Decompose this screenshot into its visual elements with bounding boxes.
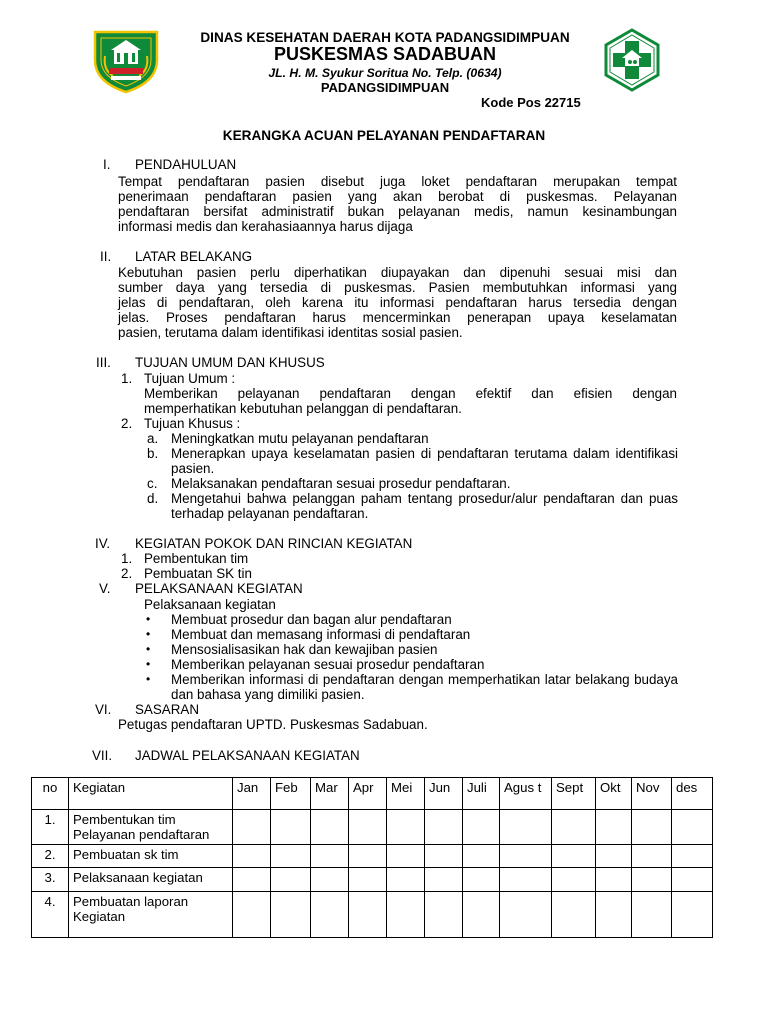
- section-title: PELAKSANAAN KEGIATAN: [135, 581, 303, 596]
- row-number: 3.: [32, 868, 69, 892]
- section-3-heading: [96, 355, 325, 370]
- section-4-heading: [95, 536, 412, 551]
- section-7-heading: [92, 748, 360, 763]
- column-header: Sept: [552, 778, 596, 810]
- row-kegiatan: Pelaksanaan kegiatan: [69, 868, 233, 892]
- paragraph-line: pasien, terutama dalam identifikasi identitas sosial pasien.: [118, 325, 463, 340]
- pelaksanaan-item: Memberikan pelayanan sesuai prosedur pendaftaran: [171, 657, 485, 672]
- paragraph-line: memperhatikan kebutuhan pelanggan di pendaftaran.: [144, 401, 462, 416]
- column-header: Juli: [463, 778, 500, 810]
- paragraph-line: Tempat pendaftaran pasien disebut juga loket pendaftaran merupakan tempat: [118, 174, 677, 189]
- row-kegiatan: Pembuatan laporan Kegiatan: [69, 892, 233, 938]
- kota-padangsidimpuan-emblem: [91, 26, 161, 94]
- pelaksanaan-item: Membuat dan memasang informasi di pendaftaran: [171, 627, 471, 642]
- list-letter: a.: [147, 431, 159, 446]
- column-header: Feb: [271, 778, 311, 810]
- pelaksanaan-item: Membuat prosedur dan bagan alur pendaftaran: [171, 612, 452, 627]
- table-row: [32, 892, 713, 938]
- table-row: [32, 845, 713, 868]
- list-number: 1.: [121, 551, 133, 566]
- section-title: KEGIATAN POKOK DAN RINCIAN KEGIATAN: [135, 536, 413, 551]
- section-number: II.: [100, 249, 112, 264]
- column-header: Apr: [349, 778, 387, 810]
- column-header: Mar: [311, 778, 349, 810]
- pelaksanaan-item: Memberikan informasi di pendaftaran dengan memperhatikan latar belakang budaya dan bahasa yang dimiliki pasien.: [171, 672, 678, 703]
- bullet-icon: •: [146, 627, 151, 641]
- section-number: V.: [99, 581, 111, 596]
- section-title: SASARAN: [135, 702, 199, 717]
- column-header: Kegiatan: [69, 778, 233, 810]
- section-1-heading: [103, 157, 236, 172]
- sasaran-text: Petugas pendaftaran UPTD. Puskesmas Sadabuan.: [118, 717, 428, 732]
- bullet-icon: •: [146, 642, 151, 656]
- paragraph-line: Memberikan pelayanan pendaftaran dengan efektif dan efisien dengan: [144, 386, 677, 401]
- section-title: LATAR BELAKANG: [135, 249, 253, 264]
- section-6-heading: [95, 702, 199, 717]
- paragraph-line: jelas. Proses pendaftaran harus mencerminkan penerapan upaya keselamatan: [118, 310, 677, 325]
- paragraph-line: informasi medis dan kerahasiaannya harus dijaga: [118, 219, 413, 234]
- tujuan-umum-label: Tujuan Umum :: [144, 371, 236, 386]
- kop-kode-pos: Kode Pos 22715: [481, 95, 581, 110]
- tujuan-khusus-item: Mengetahui bahwa pelanggan paham tentang prosedur/alur pendaftaran dan puas terhadap pelayanan pendaftaran.: [171, 491, 678, 522]
- paragraph-line: pendaftaran bersifat administratif bukan pelayanan medis, namun kesinambungan: [118, 204, 677, 219]
- table-row: [32, 868, 713, 892]
- column-header: no: [32, 778, 69, 810]
- kegiatan-item: Pembentukan tim: [144, 551, 249, 566]
- list-letter: c.: [147, 476, 158, 491]
- column-header: des: [672, 778, 713, 810]
- column-header: Okt: [596, 778, 632, 810]
- section-number: VII.: [92, 748, 113, 763]
- row-number: 1.: [32, 810, 69, 845]
- section-number: IV.: [95, 536, 111, 551]
- puskesmas-cross-logo-icon: [600, 28, 664, 92]
- column-header: Nov: [632, 778, 672, 810]
- kop-puskesmas: PUSKESMAS SADABUAN: [273, 44, 497, 64]
- list-number: 1.: [121, 371, 133, 386]
- column-header: Jun: [425, 778, 463, 810]
- document-title: KERANGKA ACUAN PELAYANAN PENDAFTARAN: [222, 128, 546, 143]
- kop-dinas: DINAS KESEHATAN DAERAH KOTA PADANGSIDIMPUAN: [200, 30, 570, 45]
- paragraph-line: Kebutuhan pasien perlu diperhatikan diupayakan dan dipenuhi sesuai misi dan: [118, 265, 677, 280]
- table-row: [32, 810, 713, 845]
- bullet-icon: •: [146, 657, 151, 671]
- section-5-heading: [99, 581, 303, 596]
- section-title: PENDAHULUAN: [135, 157, 237, 172]
- list-letter: d.: [147, 491, 159, 506]
- section-title: JADWAL PELAKSANAAN KEGIATAN: [135, 748, 360, 763]
- section-2-heading: [100, 249, 252, 264]
- section-number: VI.: [95, 702, 112, 717]
- column-header: Agus t: [500, 778, 552, 810]
- kop-alamat: JL. H. M. Syukur Soritua No. Telp. (0634): [268, 66, 502, 80]
- schedule-table: [31, 777, 713, 938]
- paragraph-line: jelas di pendaftaran, oleh karena itu informasi pendaftaran harus tersedia dengan: [118, 295, 677, 310]
- pelaksanaan-item: Mensosialisasikan hak dan kewajiban pasien: [171, 642, 438, 657]
- section-title: TUJUAN UMUM DAN KHUSUS: [135, 355, 325, 370]
- bullet-icon: •: [146, 672, 151, 686]
- paragraph-line: sumber daya yang tersedia di puskesmas. Pasien membutuhkan informasi yang: [118, 280, 677, 295]
- tujuan-khusus-item: Meningkatkan mutu pelayanan pendaftaran: [171, 431, 429, 446]
- list-letter: b.: [147, 446, 159, 461]
- bullet-icon: •: [146, 612, 151, 626]
- table-header-row: [32, 778, 713, 810]
- row-kegiatan: Pembentukan tim Pelayanan pendaftaran: [69, 810, 233, 845]
- paragraph-line: penerimaan pendaftaran pasien yang akan berobat di puskesmas. Pelayanan: [118, 189, 677, 204]
- section-number: III.: [96, 355, 111, 370]
- row-number: 4.: [32, 892, 69, 938]
- row-kegiatan: Pembuatan sk tim: [69, 845, 233, 868]
- kop-kota: PADANGSIDIMPUAN: [320, 80, 450, 95]
- list-number: 2.: [121, 566, 133, 581]
- tujuan-khusus-item: Melaksanakan pendaftaran sesuai prosedur pendaftaran.: [171, 476, 511, 491]
- pelaksanaan-intro: Pelaksanaan kegiatan: [144, 597, 276, 612]
- list-number: 2.: [121, 416, 133, 431]
- column-header: Jan: [233, 778, 271, 810]
- section-number: I.: [103, 157, 111, 172]
- row-number: 2.: [32, 845, 69, 868]
- tujuan-khusus-item: Menerapkan upaya keselamatan pasien di pendaftaran terutama dalam identifikasi pasien.: [171, 446, 678, 477]
- kegiatan-item: Pembuatan SK tin: [144, 566, 252, 581]
- tujuan-khusus-label: Tujuan Khusus :: [144, 416, 241, 431]
- column-header: Mei: [387, 778, 425, 810]
